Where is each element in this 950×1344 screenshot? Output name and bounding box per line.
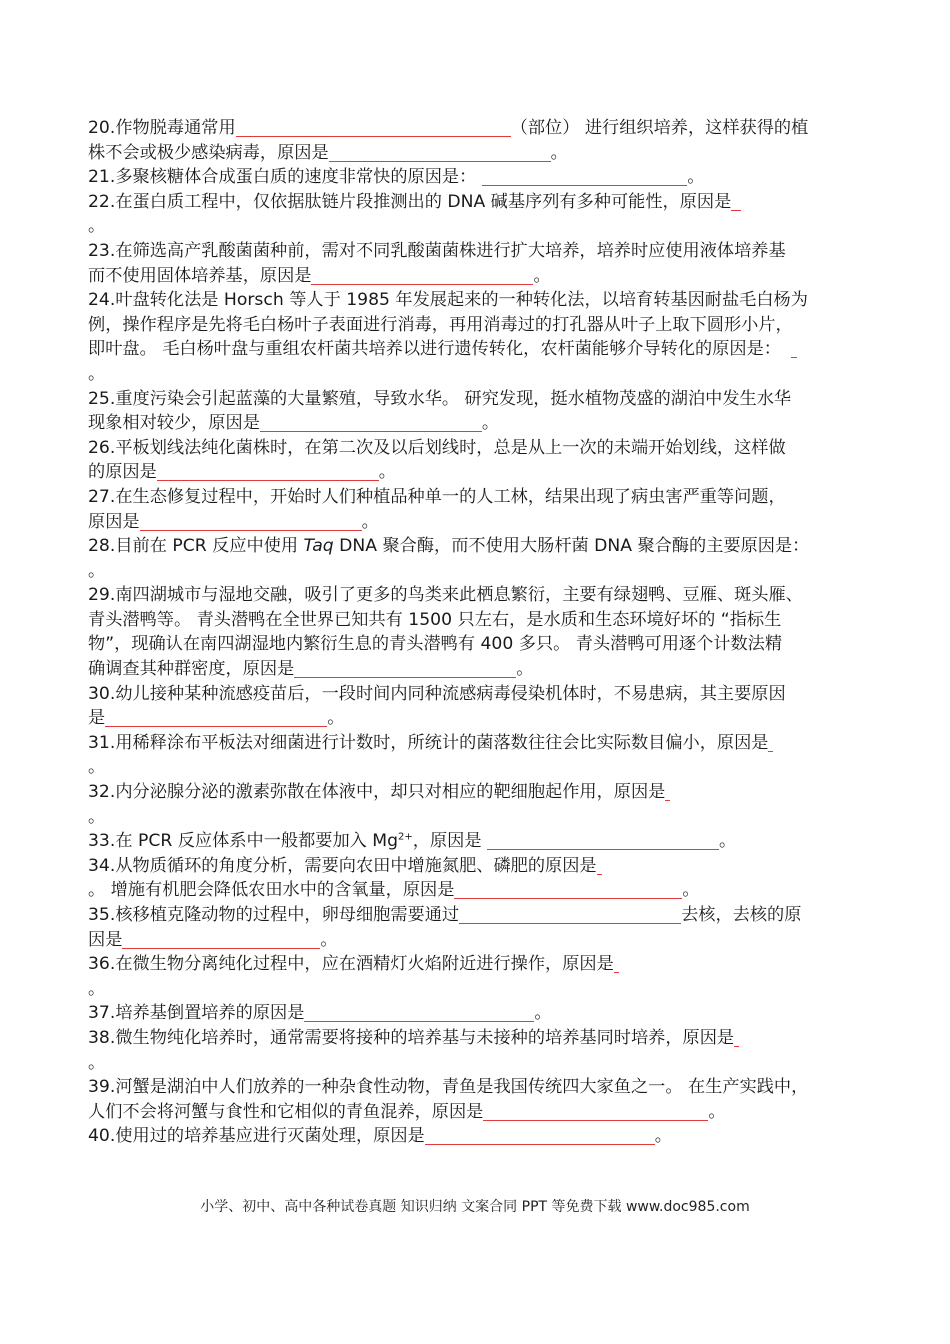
answer-blank [487,831,719,850]
answer-blank [597,856,602,875]
answer-blank [482,167,687,186]
question-35: 35.核移植克隆动物的过程中，卵母细胞需要通过 去核，去核的原 [88,905,802,925]
question-23: 23.在筛选高产乳酸菌菌种前，需对不同乳酸菌菌株进行扩大培养，培养时应使用液体培养基 [88,240,786,261]
page-footer: 小学、初中、高中各种试卷真题 知识归纳 文案合同 PPT 等免费下载 www.doc985.com [200,1199,750,1215]
question-29-cont1: 青头潜鸭等。 青头潜鸭在全世界已知共有 1500 只左右，是水质和生态环境好坏的 “指标生 [88,609,782,630]
answer-blank [734,1028,739,1047]
answer-blank [294,659,516,678]
answer-blank [483,1102,708,1121]
question-36: 36.在微生物分离纯化过程中，应在酒精灯火焰附近进行操作，原因是 [88,952,878,977]
question-31: 31.用稀释涂布平板法对细菌进行计数时，所统计的菌落数往往会比实际数目偏小，原因是 [88,731,878,756]
question-37: 37.培养基倒置培养的原因是 。 [88,1003,552,1024]
question-39-cont: 人们不会将河蟹与食性和它相似的青鱼混养，原因是 。 [88,1101,726,1122]
question-25-cont: 现象相对较少，原因是 。 [88,413,500,434]
question-26: 26.平板划线法纯化菌株时，在第二次及以后划线时，总是从上一次的未端开始划线，这样做 [88,437,786,458]
question-27: 27.在生态修复过程中，开始时人们种植品种单一的人工林，结果出现了病虫害严重等问题， [88,486,786,507]
answer-blank [157,462,379,481]
answer-blank [459,905,681,924]
question-36-end: 。 [88,978,106,999]
question-20: 20.作物脱毒通常用 （部位） 进行组织培养，这样获得的植 [88,118,809,138]
question-38-end: 。 [88,1052,106,1073]
question-22-end: 。 [88,216,106,237]
question-30: 30.幼儿接种某种流感疫苗后，一段时间内同种流感病毒侵染机体时，不易患病，其主要原因 [88,683,786,704]
question-25: 25.重度污染会引起蓝藻的大量繁殖，导致水华。 研究发现，挺水植物茂盛的湖泊中发生水华 [88,388,792,409]
question-40: 40.使用过的培养基应进行灭菌处理，原因是 。 [88,1126,672,1147]
answer-blank [665,782,670,801]
answer-blank [260,413,482,432]
question-39: 39.河蟹是湖泊中人们放养的一种杂食性动物，青鱼是我国传统四大家鱼之一。 在生产实践中， [88,1077,809,1098]
answer-blank [122,930,320,949]
answer-blank [105,708,327,727]
question-21: 21.多聚核糖体合成蛋白质的速度非常快的原因是： 。 [88,167,705,188]
answer-blank [304,1003,534,1022]
question-24-cont1: 例，操作程序是先将毛白杨叶子表面进行消毒，再用消毒过的打孔器从叶子上取下圆形小片， [88,314,793,335]
question-20-cont: 株不会或极少感染病毒，原因是 。 [88,142,568,163]
question-24-end: 。 [88,363,106,384]
question-38: 38.微生物纯化培养时，通常需要将接种的培养基与未接种的培养基同时培养，原因是 [88,1026,878,1051]
answer-blank [329,143,551,162]
question-34: 34.从物质循环的角度分析，需要向农田中增施氮肥、磷肥的原因是 [88,854,878,879]
question-26-cont: 的原因是 。 [88,462,396,483]
question-29-cont2: 物”，现确认在南四湖湿地内繁衍生息的青头潜鸭有 400 多只。 青头潜鸭可用逐个计数法精 [88,634,783,655]
question-34-cont: 。 增施有机肥会降低农田水中的含氧量，原因是 。 [88,880,700,901]
question-32: 32.内分泌腺分泌的激素弥散在体液中，却只对相应的靶细胞起作用，原因是 [88,780,878,805]
question-22: 22.在蛋白质工程中，仅依据肽链片段推测出的 DNA 碱基序列有多种可能性，原因是 [88,190,878,215]
question-30-cont: 是 。 [88,708,345,729]
question-23-cont: 而不使用固体培养基，原因是 。 [88,265,551,286]
question-31-end: 。 [88,757,106,778]
question-list [88,116,878,1149]
answer-blank [731,192,741,211]
question-35-cont: 因是 。 [88,929,338,950]
question-27-cont: 原因是 。 [88,511,379,532]
answer-blank [791,339,797,358]
question-28: 28.目前在 PCR 反应中使用 Taq DNA 聚合酶，而不使用大肠杆菌 DNA 聚合酶的主要原因是： [88,536,810,557]
question-32-end: 。 [88,806,106,827]
answer-blank [614,954,619,973]
answer-blank [425,1126,655,1145]
question-24: 24.叶盘转化法是 Horsch 等人于 1985 年发展起来的一种转化法，以培育转基因耐盐毛白杨为 [88,290,808,311]
question-29: 29.南四湖城市与湿地交融，吸引了更多的鸟类来此栖息繁衍，主要有绿翅鸭、豆雁、斑头雁、 [88,585,803,606]
answer-blank [311,266,533,285]
question-24-cont2: 即叶盘。 毛白杨叶盘与重组农杆菌共培养以进行遗传转化，农杆菌能够介导转化的原因是： [88,337,878,362]
question-29-cont3: 确调查其种群密度，原因是 。 [88,659,534,680]
answer-blank [768,733,773,752]
answer-blank [454,880,682,899]
answer-blank [140,512,362,531]
question-28-end: 。 [88,560,106,581]
answer-blank [236,118,511,137]
question-33: 33.在 PCR 反应体系中一般都要加入 $Mg^{2+}$，原因是 。 [88,831,737,852]
